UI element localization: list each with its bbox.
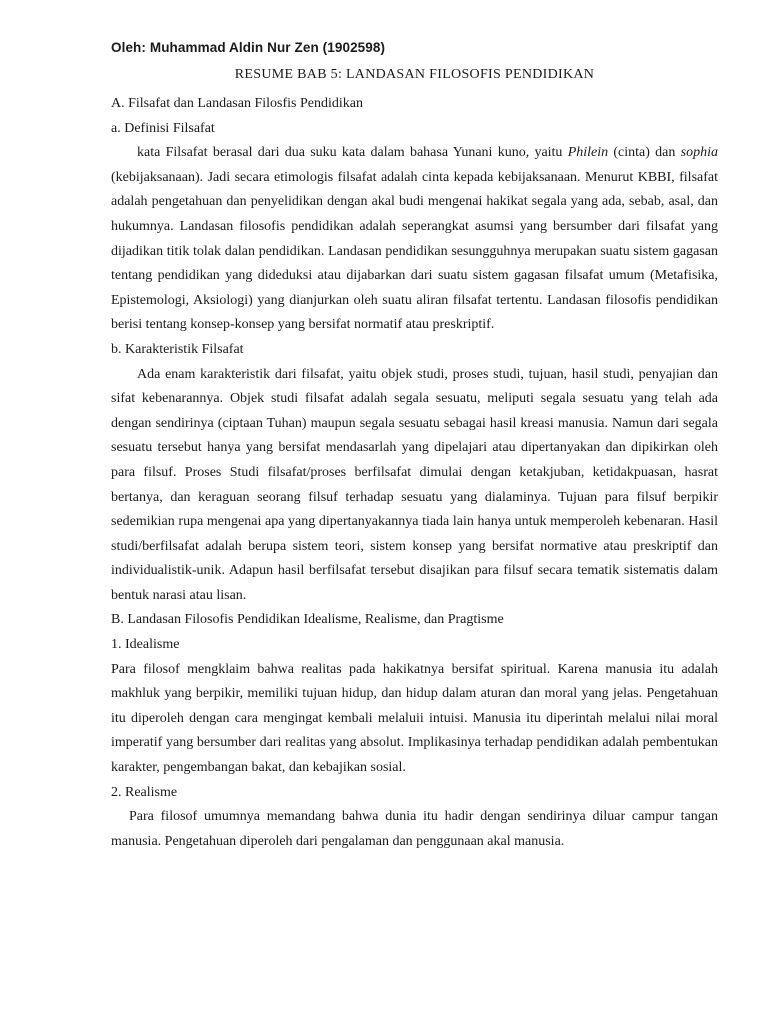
paragraph-idealisme: Para filosof mengklaim bahwa realitas pada hakikatnya bersifat spiritual. Karena manusia itu adalah makhluk yang berpikir, memiliki tujuan hidup, dan hidup dalam aturan dan moral yang jelas. Pengetahuan itu diperoleh dengan cara mengingat kembali melaluii intuisi. Manusia itu diperintah melalui nilai moral imperatif yang bersumber dari realitas yang absolut. Implikasinya terhadap pendidikan adalah pembentukan karakter, pengembangan bakat, dan kebajikan sosial. [111, 661, 718, 776]
paragraph-definisi [111, 141, 718, 338]
document-body [111, 92, 718, 854]
paragraph-definisi-part2: (cinta) dan [608, 145, 681, 161]
paragraph-definisi-part3: (kebijaksanaan). Jadi secara etimologis filsafat adalah cinta kepada kebijaksanaan. Menurut KBBI, filsafat adalah pengetahuan dan penyelidikan dengan akal budi mengenai hakikat segala yang ada, sebab, asal, dan hukumnya. Landasan filosofis pendidikan adalah seperangkat asumsi yang bersumber dari filsafat yang dijadikan titik tolak dalan pendidikan. Landasan pendidikan sesungguhnya merupakan suatu sistem gagasan tentang pendidikan yang dideduksi atau dijabarkan dari suatu sistem gagasan filsafat umum (Metafisika, Epistemologi, Aksiologi) yang dianjurkan oleh suatu aliran filsafat tertentu. Landasan filosofis pendidikan berisi tentang konsep-konsep yang bersifat normatif atau preskriptif. [111, 169, 718, 333]
subsection-idealisme-heading: 1. Idealisme [111, 637, 180, 653]
section-b-heading: B. Landasan Filosofis Pendidikan Idealisme, Realisme, dan Pragtisme [111, 612, 504, 628]
document-title: RESUME BAB 5: LANDASAN FILOSOFIS PENDIDIKAN [234, 67, 595, 82]
paragraph-karakteristik: Ada enam karakteristik dari filsafat, yaitu objek studi, proses studi, tujuan, hasil studi, penyajian dan sifat kebenarannya. Objek studi filsafat adalah segala sesuatu, meliputi segala sesuatu yang telah ada dengan sendirinya (ciptaan Tuhan) maupun segala sesuatu sebagai hasil kreasi manusia. Namun dari segala sesuatu tersebut hanya yang bersifat mendasarlah yang dipelajari atau dipertanyakan dan dipikirkan oleh para filsuf. Proses Studi filsafat/proses berfilsafat dimulai dengan ketakjuban, ketidakpuasan, hasrat bertanya, dan keraguan seorang filsuf terhadap sesuatu yang dialaminya. Tujuan para filsuf berpikir sedemikian rupa mengenai apa yang dipertanyakannya tiada lain hanya untuk memperoleh kebenaran. Hasil studi/berfilsafat adalah berupa sistem teori, sistem konsep yang bersifat normative atau preskriptif dan individualistik-unik. Adapun hasil berfilsafat tersebut disajikan para filsuf secara tematik sistematis dalam bentuk narasi atau lisan. [111, 366, 718, 603]
subsection-definisi-heading: a. Definisi Filsafat [111, 120, 215, 136]
paragraph-realisme: Para filosof umumnya memandang bahwa dunia itu hadir dengan sendirinya diluar campur tangan manusia. Pengetahuan diperoleh dari pengalaman dan penggunaan akal manusia. [111, 809, 718, 849]
section-a-heading: A. Filsafat dan Landasan Filosfis Pendidikan [111, 96, 363, 111]
author-line: Oleh: Muhammad Aldin Nur Zen (1902598) [111, 40, 386, 55]
subsection-karakteristik-heading: b. Karakteristik Filsafat [111, 341, 244, 357]
subsection-realisme-heading: 2. Realisme [111, 784, 178, 800]
paragraph-definisi-part1: kata Filsafat berasal dari dua suku kata dalam bahasa Yunani kuno, yaitu [137, 145, 568, 161]
term-sophia: sophia [680, 145, 718, 161]
term-philein: Philein [567, 145, 609, 161]
